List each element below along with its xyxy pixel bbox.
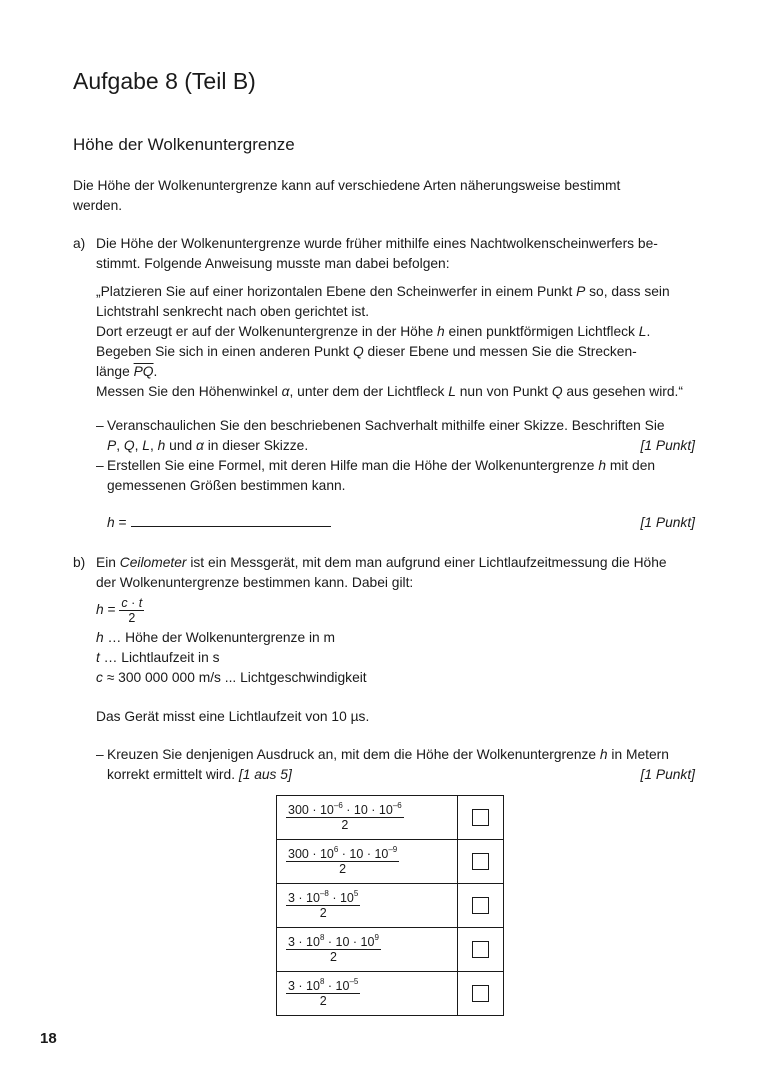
variable-definitions: h … Höhe der Wolkenuntergrenze in m t … Lichtlaufzeit in s c ≈ 300 000 000 m/s ... Lichtgeschwindigkeit [96, 630, 367, 685]
answer-line: h = [107, 513, 331, 533]
part-b-label: b) [73, 555, 86, 570]
table-row [277, 928, 504, 972]
part-a-label: a) [73, 236, 86, 251]
task-subtitle: Höhe der Wolkenuntergrenze [73, 135, 295, 154]
points-sketch: [1 Punkt] [640, 438, 695, 453]
intro-text: Die Höhe der Wolkenuntergrenze kann auf verschiedene Arten näherungsweise bestimmt werden. [73, 178, 621, 213]
points-formula: [1 Punkt] [640, 515, 695, 530]
table-row [277, 840, 504, 884]
option-checkbox[interactable] [472, 985, 489, 1002]
option-expression: $\frac{3 \cdot 10^8 \cdot 10 \cdot 10^9}{2}$ [277, 928, 458, 972]
ceilometer-formula: h = $\frac{c \cdot t}{2}$ [96, 596, 143, 625]
table-row [277, 972, 504, 1016]
table-row [277, 796, 504, 840]
option-expression: $\frac{3 \cdot 10^8 \cdot 10^{-5}}{2}$ [277, 972, 458, 1016]
options-table [276, 795, 504, 1016]
page-number: 18 [40, 1030, 57, 1047]
part-b-text: Ein Ceilometer ist ein Messgerät, mit dem man aufgrund einer Lichtlaufzeitmessung die Höhe der Wolkenuntergrenze bestimmen kann. Dabei gilt: [96, 555, 667, 590]
points-select: [1 Punkt] [640, 767, 695, 782]
option-expression: $\frac{300 \cdot 10^6 \cdot 10 \cdot 10^{-9}}{2}$ [277, 840, 458, 884]
option-checkbox[interactable] [472, 853, 489, 870]
measurement-text: Das Gerät misst eine Lichtlaufzeit von 10 µs. [96, 709, 370, 724]
bullet-formula: – Erstellen Sie eine Formel, mit deren Hilfe man die Höhe der Wolkenuntergrenze h mit den gemessenen Größen bestimmen kann. [96, 458, 656, 493]
part-a-text: Die Höhe der Wolkenuntergrenze wurde früher mithilfe eines Nachtwolkenscheinwerfers be- stimmt. Folgende Anweisung musste man dabei befolgen: [96, 236, 658, 271]
option-checkbox[interactable] [472, 941, 489, 958]
option-checkbox[interactable] [472, 809, 489, 826]
answer-blank[interactable] [131, 514, 331, 527]
option-expression: $\frac{3 \cdot 10^{-8} \cdot 10^5}{2}$ [277, 884, 458, 928]
task-title: Aufgabe 8 (Teil B) [73, 68, 256, 94]
option-expression: $\frac{300 \cdot 10^{-6} \cdot 10 \cdot 10^{-6}}{2}$ [277, 796, 458, 840]
table-row [277, 884, 504, 928]
bullet-sketch: – Veranschaulichen Sie den beschriebenen Sachverhalt mithilfe einer Skizze. Beschriften Sie P, Q, L, h und α in dieser Skizze. [96, 418, 665, 453]
instruction-quote: „Platzieren Sie auf einer horizontalen Ebene den Scheinwerfer in einem Punkt P so, dass sein Lichtstrahl senkrecht nach oben gerichtet ist. Dort erzeugt er auf der Wolkenuntergrenze in der Höhe h einen punktförmigen Lichtfleck L. Begeben Sie sich in einen anderen Punkt Q dieser Ebene und messen Sie die Strecken- länge $\overline{PQ}$. Messen Sie den Höhenwinkel α, unter dem der Lichtfleck L nun von Punkt Q aus gesehen wird.“ [96, 284, 683, 399]
bullet-select: – Kreuzen Sie denjenigen Ausdruck an, mit dem die Höhe der Wolkenuntergrenze h in Metern korrekt ermittelt wird. [1 aus 5] [96, 747, 669, 782]
option-checkbox[interactable] [472, 897, 489, 914]
